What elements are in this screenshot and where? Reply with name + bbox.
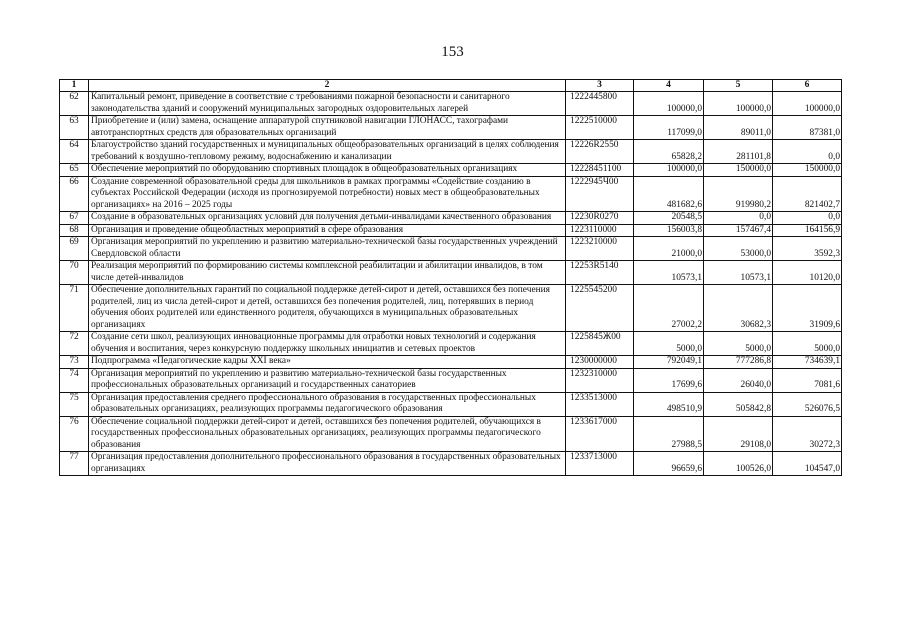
row-value-col6-cell: 87381,0: [773, 116, 842, 140]
table-row: [60, 332, 842, 356]
row-code-cell: 12226R2550: [566, 140, 634, 164]
row-value-col4-cell: 10573,1: [634, 261, 704, 285]
row-name-cell: Обеспечение дополнительных гарантий по социальной поддержке детей-сирот и детей, оставшихся без попечения родителей, лиц из числа детей-сирот и детей, оставшихся без попечения родителей, лиц, потерявших в период обучения обоих родителей или единственного родителя, обучающихся в муниципальных образовательных организациях: [89, 285, 566, 332]
row-number-cell: 63: [60, 116, 89, 140]
table-row: [60, 356, 842, 369]
row-code-cell: 1222510000: [566, 116, 634, 140]
row-name-cell: Реализация мероприятий по формированию системы комплексной реабилитации и абилитации инвалидов, в том числе детей-инвалидов: [89, 261, 566, 285]
row-value-col5-cell: 53000,0: [704, 237, 773, 261]
row-value-col6-cell: 100000,0: [773, 92, 842, 116]
row-code-cell: 12253R5140: [566, 261, 634, 285]
table-row: [60, 452, 842, 476]
row-code-cell: 1230000000: [566, 356, 634, 369]
row-number-cell: 62: [60, 92, 89, 116]
header-cell-5: 5: [704, 80, 773, 92]
header-row: [60, 80, 842, 92]
table-row: [60, 176, 842, 212]
row-name-cell: Создание сети школ, реализующих инновационные программы для отработки новых технологий и содержания обучения и воспитания, через конкурсную поддержку школьных инициатив и сетевых проектов: [89, 332, 566, 356]
row-number-cell: 65: [60, 164, 89, 177]
row-value-col5-cell: 0,0: [704, 212, 773, 225]
row-value-col6-cell: 31909,6: [773, 285, 842, 332]
table-row: [60, 392, 842, 416]
row-number-cell: 75: [60, 392, 89, 416]
table-row: [60, 140, 842, 164]
row-code-cell: 1232310000: [566, 368, 634, 392]
row-value-col4-cell: 792049,1: [634, 356, 704, 369]
row-value-col5-cell: 10573,1: [704, 261, 773, 285]
row-code-cell: 1222945Ч00: [566, 176, 634, 212]
row-code-cell: 1233513000: [566, 392, 634, 416]
row-value-col4-cell: 27002,2: [634, 285, 704, 332]
table-row: [60, 237, 842, 261]
row-value-col4-cell: 20548,5: [634, 212, 704, 225]
row-value-col4-cell: 27988,5: [634, 416, 704, 452]
table-row: [60, 416, 842, 452]
row-value-col5-cell: 29108,0: [704, 416, 773, 452]
header-cell-2: 2: [89, 80, 566, 92]
table-row: [60, 224, 842, 237]
row-name-cell: Создание современной образовательной среды для школьников в рамках программы «Содействие созданию в субъектах Российской Федерации (исходя из прогнозируемой потребности) новых мест в общеобразовательных организациях» на 2016 – 2025 годы: [89, 176, 566, 212]
row-value-col4-cell: 5000,0: [634, 332, 704, 356]
row-value-col6-cell: 104547,0: [773, 452, 842, 476]
row-name-cell: Приобретение и (или) замена, оснащение аппаратурой спутниковой навигации ГЛОНАСС, тахографами автотранспортных средств для образовательных организаций: [89, 116, 566, 140]
row-value-col5-cell: 26040,0: [704, 368, 773, 392]
row-name-cell: Благоустройство зданий государственных и муниципальных общеобразовательных организаций в целях соблюдения требований к воздушно-тепловому режиму, водоснабжению и канализации: [89, 140, 566, 164]
row-value-col4-cell: 65828,2: [634, 140, 704, 164]
row-number-cell: 72: [60, 332, 89, 356]
row-value-col6-cell: 10120,0: [773, 261, 842, 285]
table-row: [60, 164, 842, 177]
row-name-cell: Организация предоставления дополнительного профессионального образования в государственных образовательных организациях: [89, 452, 566, 476]
row-value-col5-cell: 150000,0: [704, 164, 773, 177]
header-cell-4: 4: [634, 80, 704, 92]
row-number-cell: 74: [60, 368, 89, 392]
row-value-col5-cell: 777286,8: [704, 356, 773, 369]
row-name-cell: Капитальный ремонт, приведение в соответствие с требованиями пожарной безопасности и санитарного законодательства зданий и сооружений муниципальных загородных оздоровительных лагерей: [89, 92, 566, 116]
row-code-cell: 1225545200: [566, 285, 634, 332]
row-value-col5-cell: 100000,0: [704, 92, 773, 116]
table-row: [60, 116, 842, 140]
row-value-col5-cell: 157467,4: [704, 224, 773, 237]
row-value-col6-cell: 734639,1: [773, 356, 842, 369]
row-value-col4-cell: 156003,8: [634, 224, 704, 237]
row-value-col4-cell: 96659,6: [634, 452, 704, 476]
row-value-col4-cell: 117099,0: [634, 116, 704, 140]
row-name-cell: Организация предоставления среднего профессионального образования в государственных профессиональных образовательных организациях, реализующих программы педагогического образования: [89, 392, 566, 416]
row-number-cell: 70: [60, 261, 89, 285]
row-value-col5-cell: 100526,0: [704, 452, 773, 476]
row-value-col4-cell: 100000,0: [634, 164, 704, 177]
row-value-col6-cell: 164156,9: [773, 224, 842, 237]
row-value-col6-cell: 30272,3: [773, 416, 842, 452]
header-cell-1: 1: [60, 80, 89, 92]
row-name-cell: Организация мероприятий по укреплению и развитию материально-технической базы государственных учреждений Свердловской области: [89, 237, 566, 261]
row-number-cell: 76: [60, 416, 89, 452]
row-value-col6-cell: 821402,7: [773, 176, 842, 212]
row-value-col4-cell: 481682,6: [634, 176, 704, 212]
table-row: [60, 368, 842, 392]
row-value-col5-cell: 89011,0: [704, 116, 773, 140]
row-code-cell: 1222445800: [566, 92, 634, 116]
row-name-cell: Организация и проведение общеобластных мероприятий в сфере образования: [89, 224, 566, 237]
row-code-cell: 1223110000: [566, 224, 634, 237]
row-code-cell: 1223210000: [566, 237, 634, 261]
row-name-cell: Обеспечение социальной поддержки детей-сирот и детей, оставшихся без попечения родителей, обучающихся в государственных профессиональных образовательных организациях, реализующих программы педагогического образования: [89, 416, 566, 452]
row-value-col4-cell: 17699,6: [634, 368, 704, 392]
page-number: 153: [441, 44, 464, 60]
row-number-cell: 67: [60, 212, 89, 225]
header-cell-6: 6: [773, 80, 842, 92]
budget-table: [59, 79, 842, 476]
row-value-col6-cell: 150000,0: [773, 164, 842, 177]
row-value-col6-cell: 3592,3: [773, 237, 842, 261]
row-code-cell: 1225845Ж00: [566, 332, 634, 356]
table-row: [60, 261, 842, 285]
row-value-col4-cell: 21000,0: [634, 237, 704, 261]
row-number-cell: 77: [60, 452, 89, 476]
row-code-cell: 12230R0270: [566, 212, 634, 225]
row-name-cell: Обеспечение мероприятий по оборудованию спортивных площадок в общеобразовательных организациях: [89, 164, 566, 177]
table-row: [60, 212, 842, 225]
row-value-col5-cell: 5000,0: [704, 332, 773, 356]
row-number-cell: 69: [60, 237, 89, 261]
row-number-cell: 71: [60, 285, 89, 332]
row-name-cell: Создание в образовательных организациях условий для получения детьми-инвалидами качественного образования: [89, 212, 566, 225]
row-value-col6-cell: 526076,5: [773, 392, 842, 416]
row-value-col6-cell: 5000,0: [773, 332, 842, 356]
row-value-col6-cell: 7081,6: [773, 368, 842, 392]
table-row: [60, 285, 842, 332]
row-name-cell: Организация мероприятий по укреплению и развитию материально-технической базы государственных профессиональных образовательных организаций и государственных санаториев: [89, 368, 566, 392]
row-value-col5-cell: 281101,8: [704, 140, 773, 164]
table-body: [60, 80, 842, 476]
row-code-cell: 12228451100: [566, 164, 634, 177]
table-row: [60, 92, 842, 116]
row-value-col5-cell: 505842,8: [704, 392, 773, 416]
row-value-col5-cell: 919980,2: [704, 176, 773, 212]
row-value-col5-cell: 30682,3: [704, 285, 773, 332]
row-value-col6-cell: 0,0: [773, 212, 842, 225]
row-number-cell: 64: [60, 140, 89, 164]
row-code-cell: 1233713000: [566, 452, 634, 476]
row-value-col4-cell: 498510,9: [634, 392, 704, 416]
header-cell-3: 3: [566, 80, 634, 92]
row-value-col4-cell: 100000,0: [634, 92, 704, 116]
row-number-cell: 68: [60, 224, 89, 237]
row-name-cell: Подпрограмма «Педагогические кадры XXI века»: [89, 356, 566, 369]
row-code-cell: 1233617000: [566, 416, 634, 452]
row-value-col6-cell: 0,0: [773, 140, 842, 164]
row-number-cell: 66: [60, 176, 89, 212]
row-number-cell: 73: [60, 356, 89, 369]
